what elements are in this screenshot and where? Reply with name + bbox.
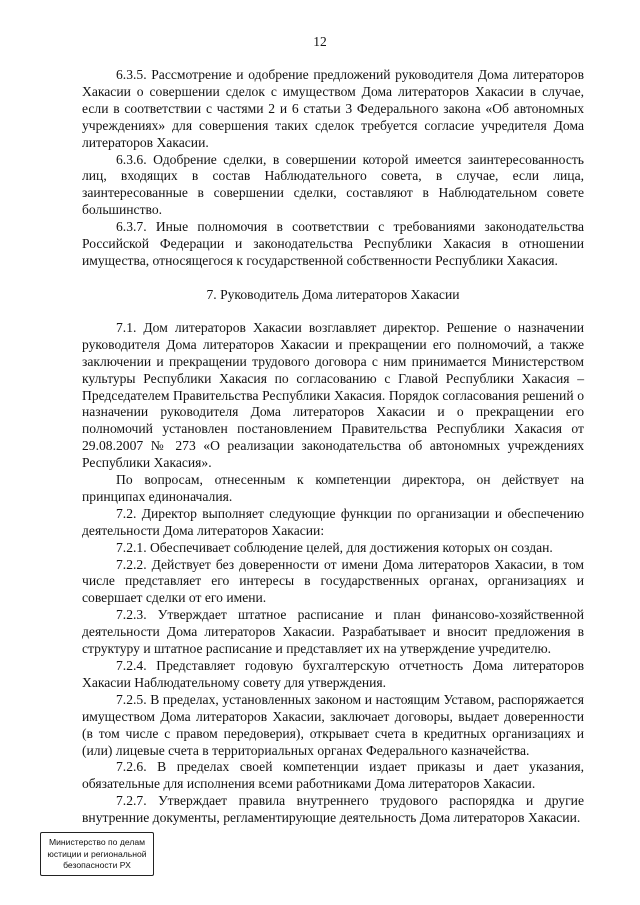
stamp-line-1: Министерство по делам [48,837,146,847]
document-body [82,67,584,827]
ministry-stamp [40,832,154,876]
paragraph-6-3-6: 6.3.6. Одобрение сделки, в совершении которой имеется заинтересованность лиц, входящих в состав Наблюдательного совета, в случае, если лица, заинтересованные в совершении сделки, составляют в Наблюдательном совете большинство. [82,151,584,218]
paragraph-6-3-5: 6.3.5. Рассмотрение и одобрение предложений руководителя Дома литераторов Хакасии о совершении сделок с имуществом Дома литераторов Хакасии в случае, если в соответствии с частями 2 и 6 статьи 3 Федерального закона «Об автономных учреждениях» для совершения таких сделок требуется согласие учредителя Дома литераторов Хакасии. [82,67,584,150]
paragraph-6-3-7: 6.3.7. Иные полномочия в соответствии с требованиями законодательства Российской Федерации и законодательства Республики Хакасия в отношении имущества, относящегося к государственной собственности Республики Хакасия. [82,219,584,268]
stamp-line-3: безопасности РХ [63,860,131,870]
paragraph-7-1: 7.1. Дом литераторов Хакасии возглавляет директор. Решение о назначении руководителя Дома литераторов Хакасии и прекращении его полномочий, а также заключении и прекращении трудового договора с ним принимается Министерством культуры Республики Хакасия по согласованию с Главой Республики Хакасия – Председателем Правительства Республики Хакасия. Порядок согласования решений о назначении руководителя Дома литераторов Хакасии и о прекращении его полномочий установлен постановлением Правительства Республики Хакасия от 29.08.2007 № 273 «О реализации законодательства об автономных учреждениях Республики Хакасия». [82,319,584,471]
paragraph-edinonachalie: По вопросам, отнесенным к компетенции директора, он действует на принципах единоначалия. [82,472,584,504]
section-heading: 7. Руководитель Дома литераторов Хакасии [206,286,460,302]
paragraph-7-2-5: 7.2.5. В пределах, установленных законом и настоящим Уставом, распоряжается имуществом Дома литераторов Хакасии, заключает договоры, выдает доверенности (в том числе с правом передоверия), открывает счета в кредитных организациях и (или) лицевые счета в территориальных органах Федерального казначейства. [82,691,584,758]
paragraph-7-2: 7.2. Директор выполняет следующие функции по организации и обеспечению деятельности Дома литераторов Хакасии: [82,505,584,538]
paragraph-7-2-7: 7.2.7. Утверждает правила внутреннего трудового распорядка и другие внутренние документы, регламентирующие деятельность Дома литераторов Хакасии. [82,793,584,826]
stamp-line-2: юстиции и региональной [47,848,147,859]
paragraph-7-2-6: 7.2.6. В пределах своей компетенции издает приказы и дает указания, обязательные для исполнения всеми работниками Дома литераторов Хакасии. [82,759,584,792]
paragraph-7-2-4: 7.2.4. Представляет годовую бухгалтерскую отчетность Дома литераторов Хакасии Наблюдательному совету для утверждения. [82,658,584,690]
paragraph-7-2-2: 7.2.2. Действует без доверенности от имени Дома литераторов Хакасии, в том числе представляет его интересы в государственных органах, организациях и совершает сделки от его имени. [82,556,584,606]
paragraph-7-2-3: 7.2.3. Утверждает штатное расписание и план финансово-хозяйственной деятельности Дома литераторов Хакасии. Разрабатывает и вносит предложения в структуру и штатное расписание и представляет их на утверждение учредителю. [82,607,584,657]
page-number: 12 [313,34,327,49]
paragraph-7-2-1: 7.2.1. Обеспечивает соблюдение целей, для достижения которых он создан. [116,539,553,555]
